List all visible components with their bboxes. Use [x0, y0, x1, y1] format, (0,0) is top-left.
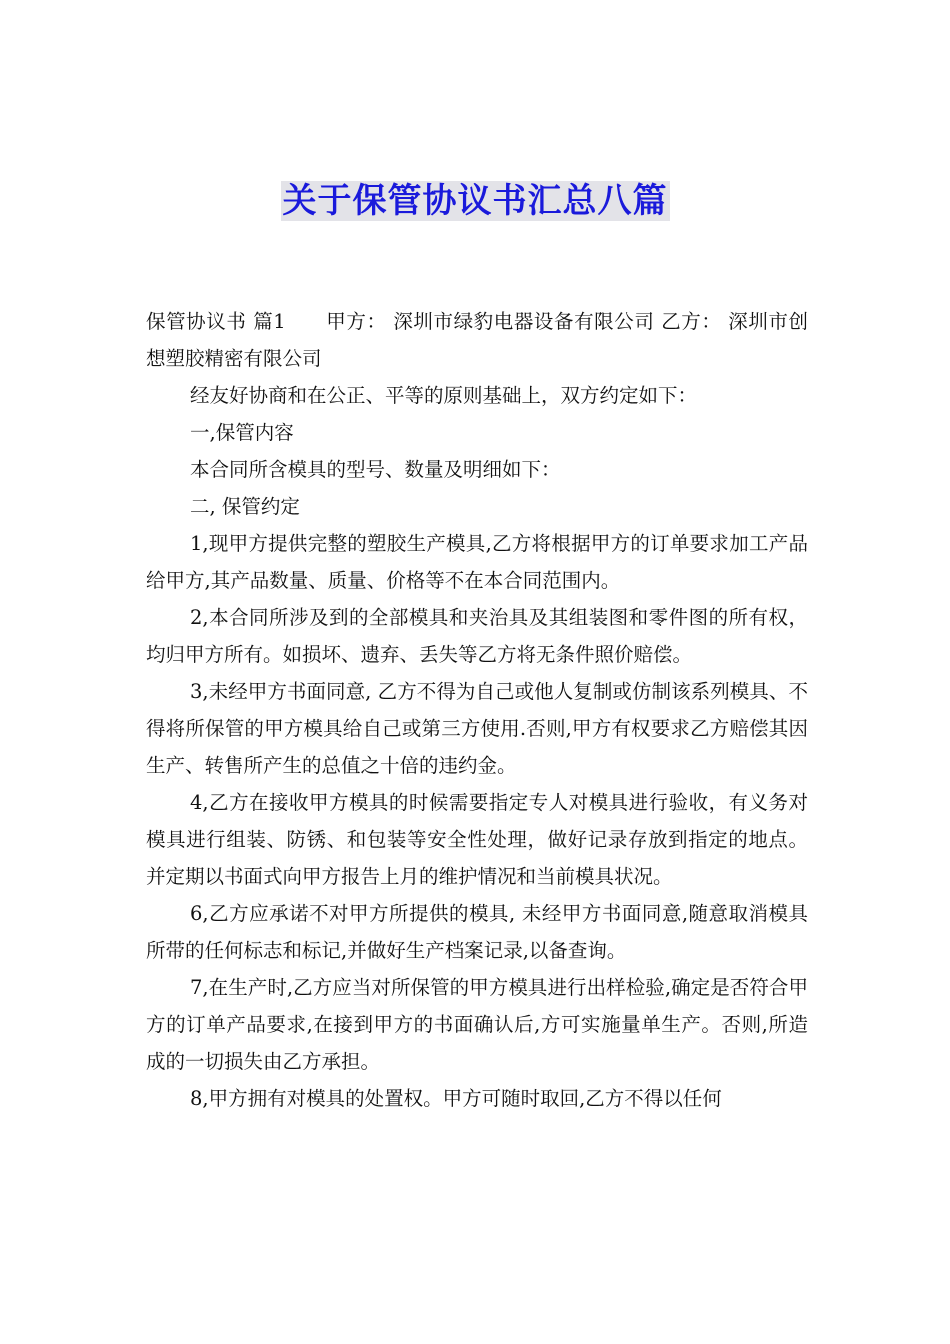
- document-body: [146, 303, 808, 1117]
- intro-paragraph: [146, 303, 808, 377]
- paragraph: 本合同所含模具的型号、数量及明细如下：: [190, 458, 561, 481]
- section-heading: 一,保管内容: [190, 421, 294, 444]
- paragraph: 3,未经甲方书面同意, 乙方不得为自己或他人复制或仿制该系列模具、不得将所保管的甲方模具给自己或第三方使用.否则,甲方有权要求乙方赔偿其因生产、转售所产生的总值之十倍的违约金。: [146, 680, 808, 777]
- paragraph: 6,乙方应承诺不对甲方所提供的模具, 未经甲方书面同意,随意取消模具所带的任何标志和标记,并做好生产档案记录,以备查询。: [146, 902, 808, 962]
- paragraph: 经友好协商和在公正、平等的原则基础上，双方约定如下：: [190, 384, 698, 407]
- intro-label: 保管协议书 篇1: [146, 310, 286, 333]
- paragraph: 2,本合同所涉及到的全部模具和夹治具及其组装图和零件图的所有权，均归甲方所有。如损坏、遗弃、丢失等乙方将无条件照价赔偿。: [146, 606, 808, 666]
- section-heading: 二, 保管约定: [190, 495, 300, 518]
- paragraph: 4,乙方在接收甲方模具的时候需要指定专人对模具进行验收，有义务对模具进行组装、防锈、和包装等安全性处理，做好记录存放到指定的地点。并定期以书面式向甲方报告上月的维护情况和当前模具状况。: [146, 791, 808, 888]
- paragraph: 1,现甲方提供完整的塑胶生产模具,乙方将根据甲方的订单要求加工产品给甲方,其产品数量、质量、价格等不在本合同范围内。: [146, 532, 808, 592]
- paragraph: 7,在生产时,乙方应当对所保管的甲方模具进行出样检验,确定是否符合甲方的订单产品要求,在接到甲方的书面确认后,方可实施量单生产。否则,所造成的一切损失由乙方承担。: [146, 976, 808, 1073]
- intro-text: 甲方： 深圳市绿豹电器设备有限公司 乙方： 深圳市创想塑胶精密有限公司: [146, 310, 808, 370]
- document-title: 关于保管协议书汇总八篇: [282, 181, 668, 221]
- paragraph: 8,甲方拥有对模具的处置权。甲方可随时取回,乙方不得以任何: [190, 1087, 722, 1110]
